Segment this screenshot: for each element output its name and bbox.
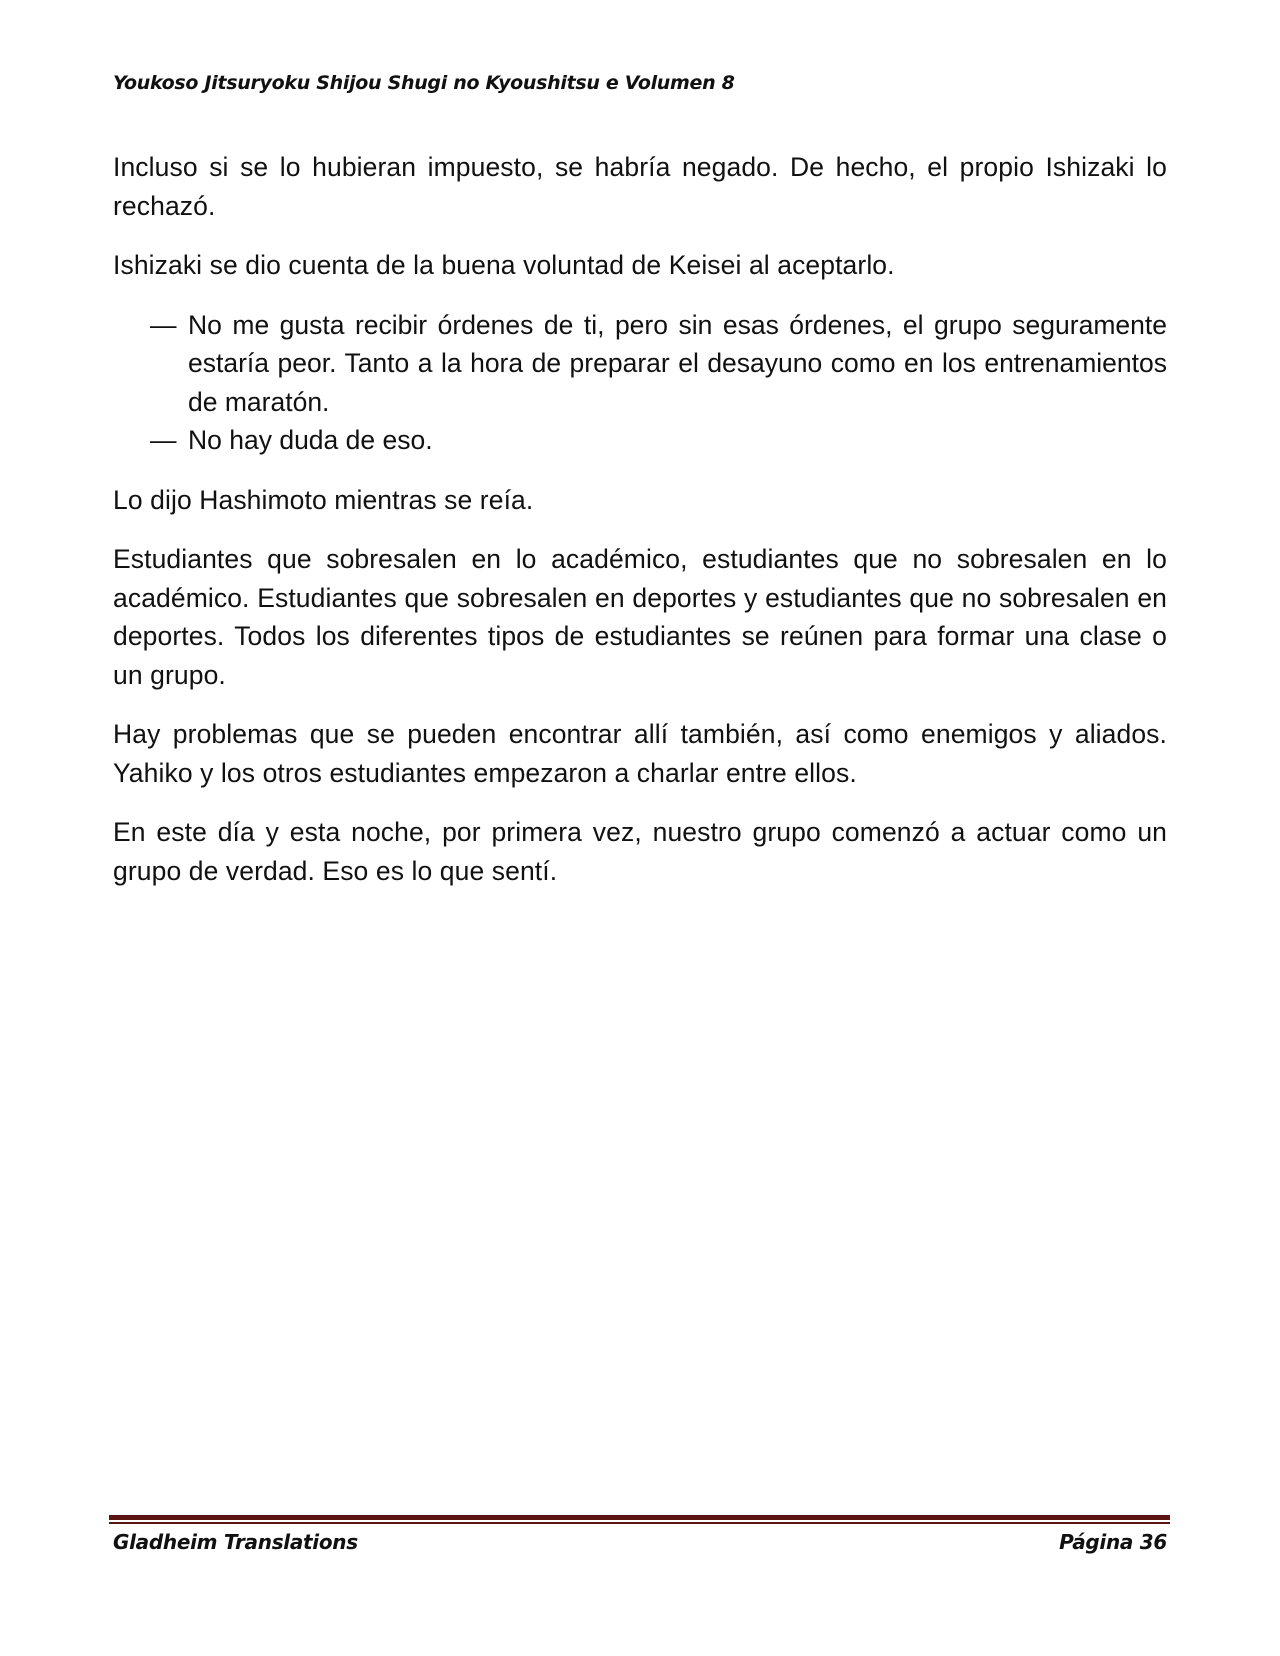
dialog-block	[113, 306, 1167, 460]
dialog-text: No hay duda de eso.	[188, 425, 433, 455]
footer-divider-thick	[109, 1515, 1170, 1520]
dialog-dash: —	[150, 309, 177, 340]
footer-divider-thin	[109, 1522, 1170, 1524]
footer-divider	[109, 1515, 1170, 1525]
paragraph-2: Ishizaki se dio cuenta de la buena voluntad de Keisei al aceptarlo.	[113, 250, 895, 280]
running-header: Youkoso Jitsuryoku Shijou Shugi no Kyoushitsu e Volumen 8	[113, 72, 735, 94]
dialog-line-1	[150, 306, 1167, 422]
paragraph-5: Hay problemas que se pueden encontrar allí también, así como enemigos y aliados. Yahiko y los otros estudiantes empezaron a charlar entre ellos.	[113, 719, 1167, 788]
footer-credit: Gladheim Translations	[113, 1530, 358, 1554]
paragraph-1: Incluso si se lo hubieran impuesto, se habría negado. De hecho, el propio Ishizaki lo rechazó.	[113, 152, 1167, 221]
paragraph-6: En este día y esta noche, por primera vez, nuestro grupo comenzó a actuar como un grupo de verdad. Eso es lo que sentí.	[113, 817, 1167, 886]
dialog-text: No me gusta recibir órdenes de ti, pero sin esas órdenes, el grupo seguramente estaría peor. Tanto a la hora de preparar el desayuno como en los entrenamientos de maratón.	[188, 309, 1167, 417]
paragraph-4: Estudiantes que sobresalen en lo académico, estudiantes que no sobresalen en lo académico. Estudiantes que sobresalen en deportes y estudiantes que no sobresalen en deportes. Todos los diferentes tipos de estudiantes se reúnen para formar una clase o un grupo.	[113, 544, 1167, 690]
page-number: Página 36	[1059, 1530, 1167, 1554]
dialog-line-2	[150, 421, 1167, 460]
paragraph-3: Lo dijo Hashimoto mientras se reía.	[113, 484, 534, 515]
dialog-dash: —	[150, 425, 177, 455]
page-body	[113, 148, 1167, 911]
